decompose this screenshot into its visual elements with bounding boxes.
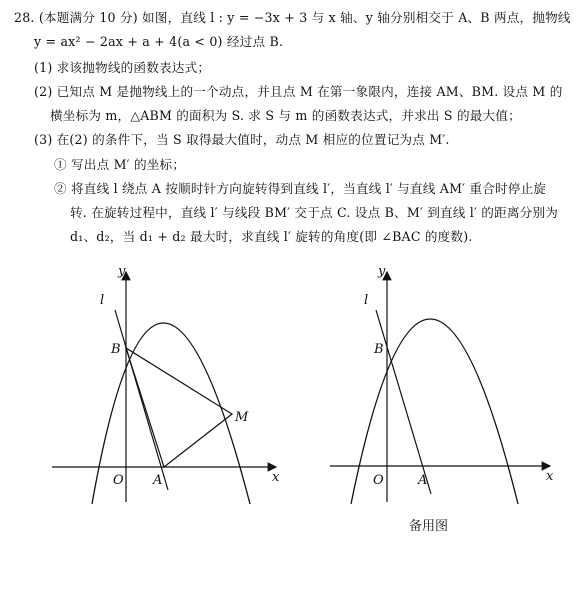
figure-left — [40, 258, 290, 508]
label-b: B — [374, 342, 384, 357]
problem-line-9: 转. 在旋转过程中，直线 l′ 与线段 BM′ 交于点 C. 设点 B、M′ 到直线 l′ 的距离分别为 — [70, 205, 559, 220]
figure-right — [318, 258, 568, 508]
label-x: x — [546, 469, 554, 484]
label-l: l — [100, 293, 105, 308]
label-o: O — [373, 473, 384, 488]
problem-line-2: y = ax² − 2ax + a + 4(a < 0) 经过点 B. — [34, 34, 284, 49]
label-a: A — [153, 473, 163, 488]
problem-line-10: d₁、d₂，当 d₁ + d₂ 最大时，求直线 l′ 旋转的角度(即 ∠BAC 的度数). — [70, 229, 473, 244]
label-y: y — [118, 264, 126, 279]
figure-caption: 备用图 — [409, 519, 449, 534]
problem-line-1: 28. (本题满分 10 分) 如图，直线 l : y = −3x + 3 与 x 轴、y 轴分别相交于 A、B 两点，抛物线 — [14, 10, 571, 25]
problem-line-8: ② 将直线 l 绕点 A 按顺时针方向旋转得到直线 l′，当直线 l′ 与直线 AM′ 重合时停止旋 — [54, 181, 547, 196]
label-o: O — [113, 473, 124, 488]
label-m: M — [235, 410, 249, 425]
label-b: B — [111, 342, 121, 357]
label-x: x — [272, 470, 280, 485]
problem-line-5: 横坐标为 m，△ABM 的面积为 S. 求 S 与 m 的函数表达式，并求出 S 的最大值； — [50, 108, 521, 123]
problem-line-3: (1) 求该抛物线的函数表达式； — [34, 60, 211, 75]
problem-line-4: (2) 已知点 M 是抛物线上的一个动点，并且点 M 在第一象限内，连接 AM、BM. 设点 M 的 — [34, 84, 563, 99]
label-l: l — [364, 293, 369, 308]
triangle-abm — [126, 348, 232, 467]
problem-line-7: ① 写出点 M′ 的坐标； — [54, 157, 186, 172]
label-y: y — [378, 264, 386, 279]
label-a: A — [418, 473, 428, 488]
problem-line-6: (3) 在(2) 的条件下，当 S 取得最大值时，动点 M 相应的位置记为点 M′. — [34, 132, 450, 147]
